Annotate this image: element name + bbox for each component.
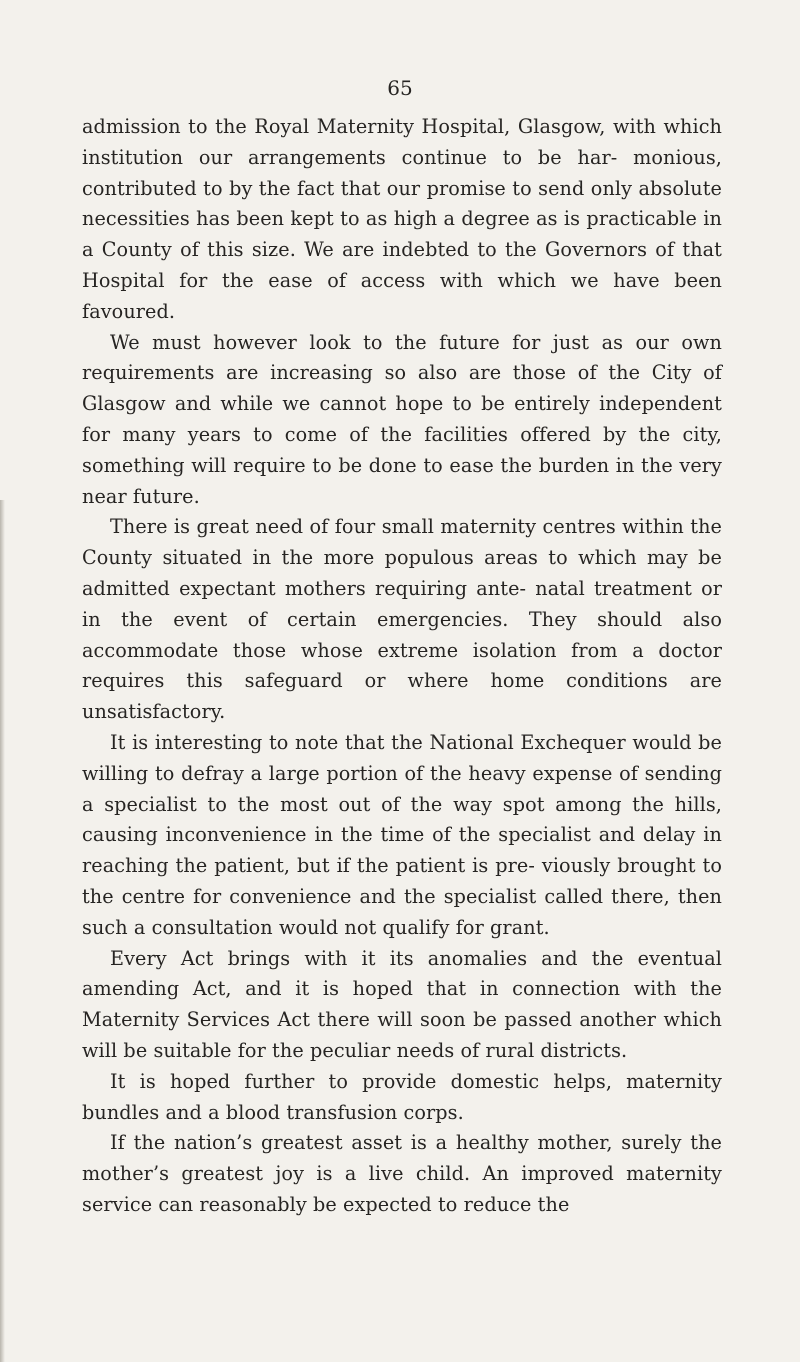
paragraph-hospital-admission: admission to the Royal Maternity Hospital, Glasgow, with which institution our arrangements continue to be har- monious, contributed to by the fact that our promise to send only absolute necessities has been kept to as high a degree as is practicable in a County of this size. We are indebted to the Governors of that Hospital for the ease of access with which we have been favoured. — [82, 115, 722, 323]
paragraph-domestic-helps: It is hoped further to provide domestic helps, maternity bundles and a blood transfusion corps. — [82, 1069, 722, 1124]
paragraph-maternity-centres: There is great need of four small maternity centres within the County situated in the more populous areas to which may be admitted expectant mothers requiring ante- natal treatment or in the event of certain emergencies. They should also accommodate those whose extreme isolation from a doctor requires this safeguard or where home conditions are unsatisfactory. — [82, 515, 722, 724]
paragraph-future-requirements: We must however look to the future for just as our own requirements are increasing so also are those of the City of Glasgow and while we cannot hope to be entirely independent for many years to come of the facilities offered by the city, something will require to be done to ease the burden in the very near future. — [82, 330, 722, 508]
page-number: 65 — [387, 76, 413, 100]
page-edge-shadow — [0, 500, 5, 1362]
paragraph-national-exchequer: It is interesting to note that the National Exchequer would be willing to defray a large portion of the heavy expense of sending a specialist to the most out of the way spot among the hills, causing inconvenience in the time of the specialist and delay in reaching the patient, but if the patient is pre- viously brought to the centre for convenience and the specialist called there, then such a consultation would not qualify for grant. — [82, 730, 722, 939]
paragraph-amending-act: Every Act brings with it its anomalies and the eventual amending Act, and it is hoped that in connection with the Maternity Services Act there will soon be passed another which will be suitable for the peculiar needs of rural districts. — [82, 946, 722, 1062]
paragraph-greatest-asset: If the nation’s greatest asset is a healthy mother, surely the mother’s greatest joy is a live child. An improved maternity service can reasonably be expected to reduce the — [82, 1131, 722, 1216]
body-text — [82, 112, 722, 1221]
